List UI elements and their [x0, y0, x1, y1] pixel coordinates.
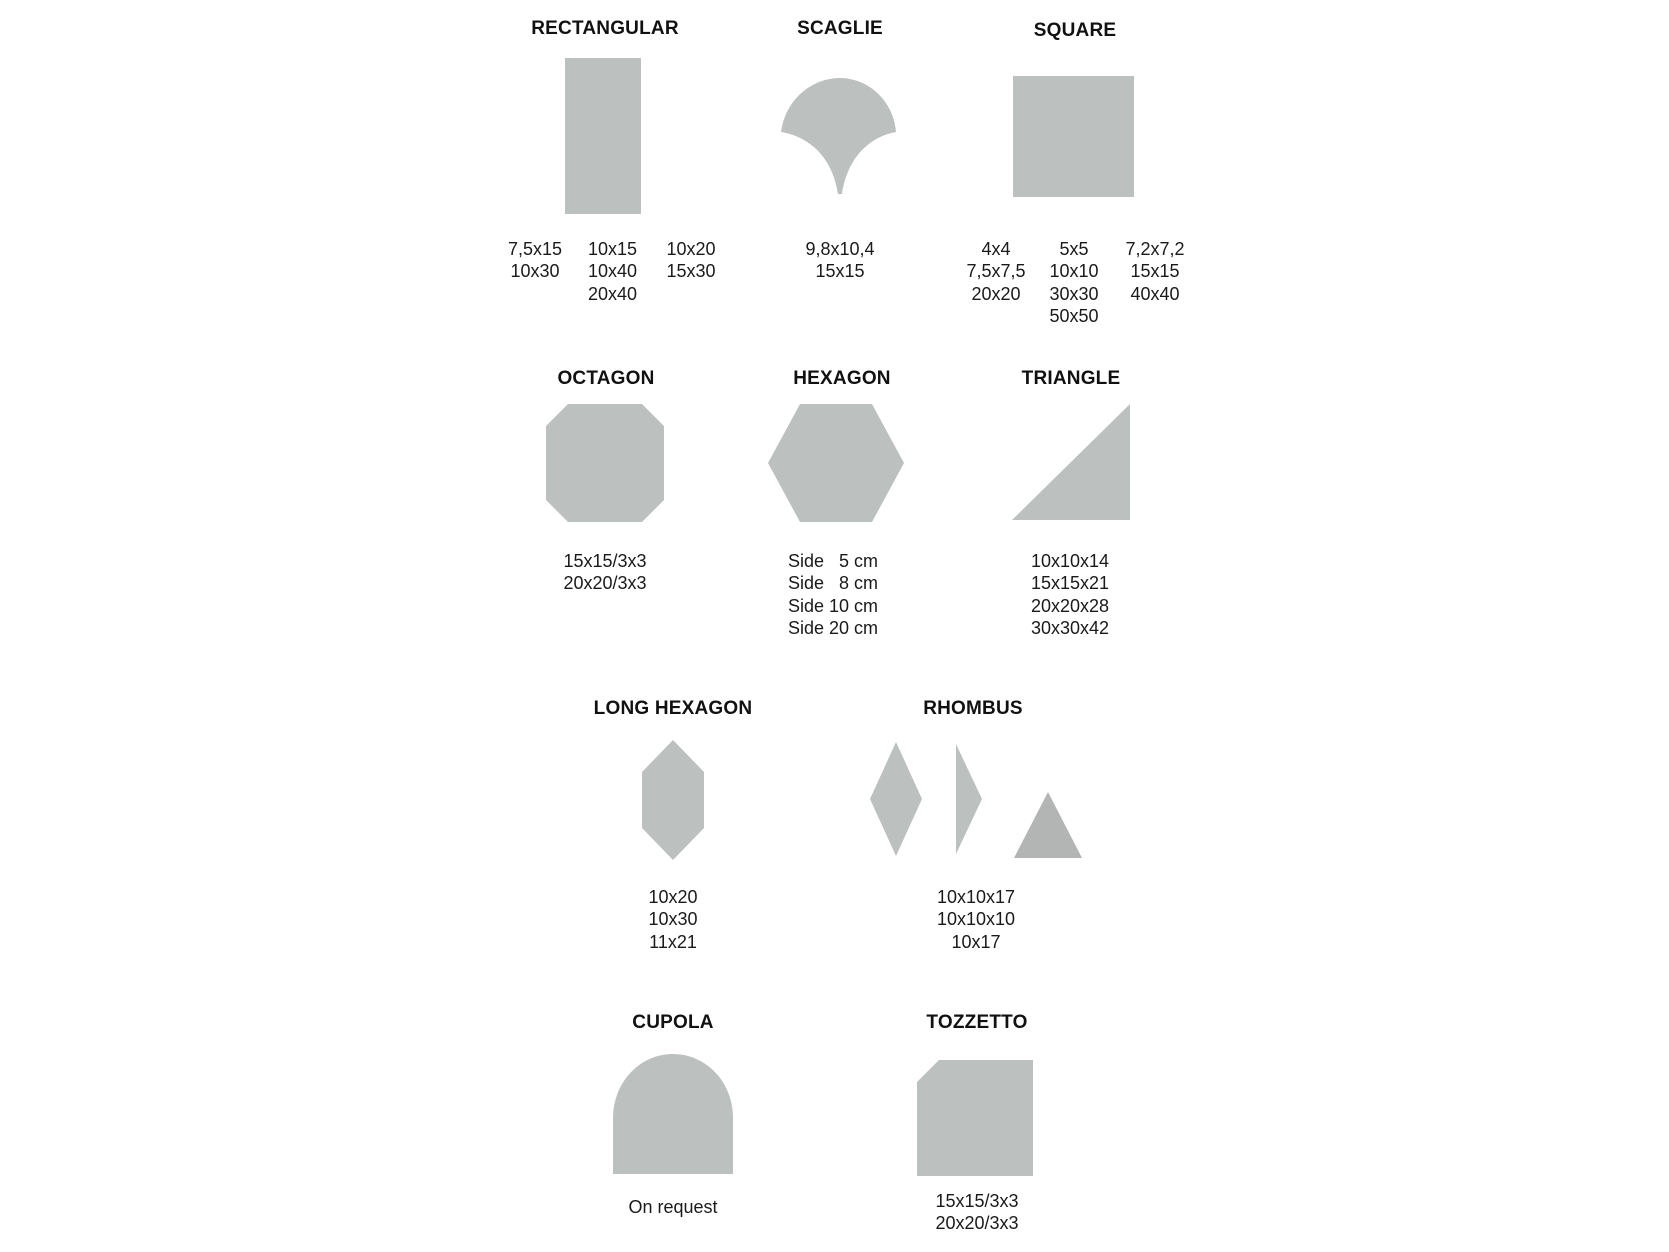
triangle-sizes	[1025, 550, 1115, 640]
size-label: Side 5 cm	[788, 551, 879, 571]
rectangular-title: RECTANGULAR	[531, 18, 679, 39]
size-label: 10x20	[648, 887, 698, 907]
tozzetto-title: TOZZETTO	[926, 1012, 1028, 1033]
long-hexagon-sizes	[634, 886, 712, 953]
cupola-title: CUPOLA	[632, 1012, 714, 1033]
size-label: 7,5x15	[507, 239, 563, 259]
size-label: 9,8x10,4	[805, 239, 875, 259]
size-label: Side 8 cm	[788, 573, 879, 594]
rectangular-sizes	[500, 238, 727, 305]
cupola-note: On request	[628, 1197, 718, 1217]
tozzetto-sizes	[932, 1190, 1022, 1235]
size-label: 10x40	[587, 261, 638, 282]
size-label: 15x15/3x3	[935, 1191, 1019, 1211]
size-label: 15x15	[815, 261, 865, 282]
size-label: 20x20x28	[1030, 595, 1110, 616]
square-title: SQUARE	[1033, 20, 1117, 41]
hexagon-tile-icon	[766, 402, 906, 524]
size-label: Side 20 cm	[788, 618, 879, 639]
size-label: 10x30	[510, 261, 560, 282]
square-tile-icon	[1008, 73, 1136, 199]
size-label: 30x30x42	[1030, 618, 1110, 639]
size-label: 15x15	[1130, 261, 1180, 282]
rhombus-tile-icon	[868, 740, 924, 858]
size-label: 40x40	[1130, 283, 1180, 304]
scaglie-sizes	[800, 238, 880, 283]
size-label: 10x10x17	[936, 887, 1016, 907]
size-label: 11x21	[649, 931, 697, 952]
cupola-tile-icon	[610, 1052, 736, 1176]
square-sizes	[958, 238, 1196, 328]
size-label: 5x5	[1059, 239, 1089, 259]
size-label: 30x30	[1049, 283, 1099, 304]
size-label: 10x10x14	[1030, 551, 1110, 571]
size-label: 10x10x10	[936, 909, 1016, 930]
size-label: 20x20/3x3	[563, 573, 647, 594]
triangle-tile-icon	[1010, 402, 1132, 522]
half-rhombus-tile-icon	[954, 742, 984, 856]
scaglie-title: SCAGLIE	[797, 18, 883, 39]
triangle-title: TRIANGLE	[1021, 368, 1121, 389]
size-label: 15x15x21	[1030, 573, 1110, 594]
size-label: 7,2x7,2	[1125, 239, 1185, 259]
long-hexagon-tile-icon	[640, 738, 706, 862]
size-label: 7,5x7,5	[966, 261, 1026, 282]
size-label: 10x15	[587, 239, 638, 259]
equilateral-triangle-tile-icon	[1012, 790, 1084, 860]
long-hexagon-title: LONG HEXAGON	[593, 698, 753, 719]
tozzetto-tile-icon	[913, 1058, 1035, 1178]
scaglie-tile-icon	[778, 76, 900, 196]
size-label: 20x20	[971, 283, 1021, 304]
size-label: 50x50	[1049, 306, 1099, 327]
size-label: 20x20/3x3	[935, 1213, 1019, 1234]
size-label: 10x30	[648, 909, 698, 930]
size-label: 10x10	[1049, 261, 1099, 282]
rectangular-tile-icon	[560, 56, 646, 216]
hexagon-title: HEXAGON	[793, 368, 891, 389]
hexagon-sizes	[788, 550, 878, 640]
size-label: 10x20	[666, 239, 716, 259]
size-label: 15x30	[666, 261, 716, 282]
size-label: 4x4	[981, 239, 1011, 259]
size-label: Side 10 cm	[788, 595, 879, 616]
octagon-tile-icon	[544, 402, 666, 524]
octagon-sizes	[560, 550, 650, 595]
size-label: 20x40	[587, 283, 638, 304]
octagon-title: OCTAGON	[557, 368, 655, 389]
rhombus-title: RHOMBUS	[923, 698, 1023, 719]
size-label: 10x17	[951, 931, 1001, 952]
size-label: 15x15/3x3	[563, 551, 647, 571]
rhombus-sizes	[932, 886, 1020, 953]
